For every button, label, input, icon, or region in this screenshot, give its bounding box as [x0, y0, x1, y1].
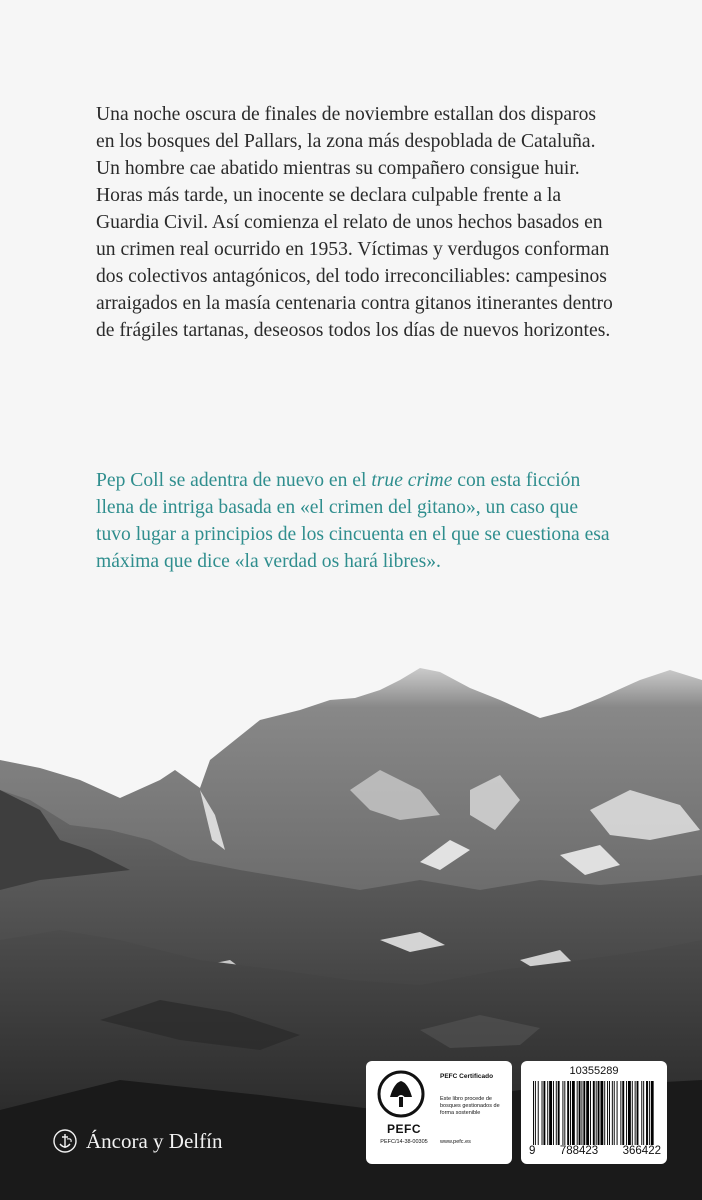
isbn-barcode	[521, 1061, 667, 1164]
pefc-code: PEFC/14-38-00305	[380, 1139, 428, 1145]
pefc-description: Este libro procede de bosques gestionados de forma sostenible	[440, 1096, 500, 1116]
pefc-wordmark: PEFC	[386, 1122, 421, 1136]
barcode-reference: 10355289	[569, 1065, 619, 1077]
blurb-text	[96, 467, 616, 575]
barcode-digit-prefix: 9	[529, 1145, 536, 1157]
barcode-digit-group-2: 366422	[622, 1145, 661, 1157]
blurb-emphasis: true crime	[371, 470, 453, 491]
publisher-name: Áncora y Delfín	[86, 1128, 223, 1153]
pefc-tree-logo-icon	[376, 1069, 426, 1119]
pefc-website: www.pefc.es	[440, 1139, 471, 1145]
barcode-digits	[529, 1145, 661, 1157]
pefc-certification-label	[366, 1061, 512, 1164]
synopsis-text: Una noche oscura de finales de noviembre estallan dos disparos en los bosques del Pallars, la zona más despoblada de Cataluña. Un hombre cae abatido mientras su compañero consigue huir. Horas más tarde, un inocente se declara culpable frente a la Guardia Civil. Así comienza el relato de unos hechos basados en un crimen real ocurrido en 1953. Víctimas y verdugos conforman dos colectivos antagónicos, del todo irreconciliables: campesinos arraigados en la masía centenaria contra gitanos itinerantes dentro de frágiles tartanas, deseosos todos los días de nuevos horizontes.	[96, 104, 613, 341]
blurb-text-start: Pep Coll se adentra de nuevo en el	[96, 470, 372, 491]
publisher-imprint	[52, 1126, 222, 1156]
barcode-digit-group-1: 788423	[559, 1145, 599, 1157]
barcode-bars	[531, 1081, 657, 1145]
pefc-title: PEFC Certificado	[440, 1073, 494, 1080]
blurb-text-end: con esta ficción llena de intriga basada en «el crimen del gitano», un caso que tuvo lugar a principios de los cincuenta en el que se cuestiona esa máxima que dice «la verdad os hará libres».	[96, 470, 610, 572]
anchor-dolphin-icon	[52, 1128, 78, 1154]
